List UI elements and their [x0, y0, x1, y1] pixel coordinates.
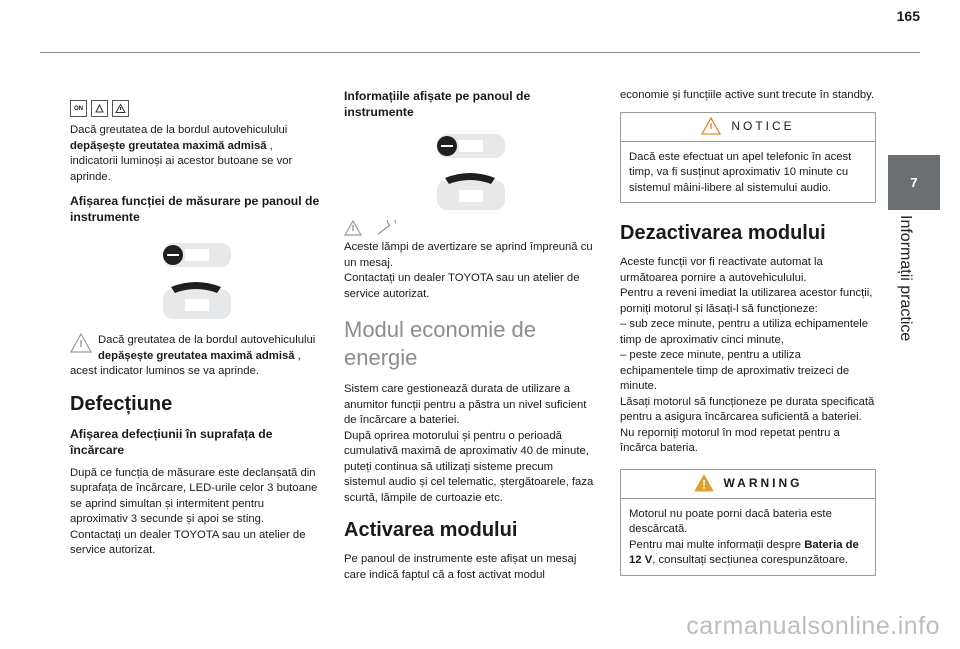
warning-text-2: Pentru mai multe informații despre Bateria de 12 V, consultați secțiunea corespunzătoare. — [629, 538, 859, 566]
watermark: carmanualsonline.info — [686, 612, 940, 640]
contact-dealer-paragraph: Contactați un dealer TOYOTA sau un atelier de service autorizat. — [344, 272, 580, 300]
chapter-tab[interactable]: 7 — [888, 155, 940, 210]
defect-paragraph: După ce funcția de măsurare este declanșată din suprafața de încărcare, LED-urile celor 3 butoane se aprind simultan și intermitent pentru aproximativ 3 secunde și apoi se sting. — [70, 466, 318, 525]
warning-triangle-icon — [694, 474, 714, 492]
deactivation-paragraph-2: Pentru a reveni imediat la utilizarea acestor funcții, porniți motorul și lăsați-l să funcționeze: — [620, 287, 873, 315]
contact-dealer-paragraph: Contactați un dealer TOYOTA sau un atelier de service autorizat. — [70, 528, 306, 556]
section-heading: Afișarea funcției de măsurare pe panoul de instrumente — [70, 194, 320, 224]
lamp-icon — [91, 100, 108, 117]
list-item: – peste zece minute, pentru a utiliza echipamentele timp de aproximativ treizeci de minute. — [620, 349, 850, 392]
column-3 — [620, 88, 876, 576]
warning-header — [621, 470, 875, 499]
warning-text: Motorul nu poate porni dacă bateria este descărcată. — [629, 507, 832, 535]
weight-paragraph: Dacă greutatea de la bordul autovehiculului depășește greutatea maximă admisă , indicatorii luminoși ai acestor butoane se vor aprinde. — [70, 124, 293, 183]
section-title-economy: Modul economie de energie — [344, 317, 537, 370]
dashboard-icon — [425, 130, 515, 216]
section-heading: Informațiile afișate pe panoul de instrumente — [344, 89, 531, 119]
warning-icon — [112, 100, 129, 117]
deactivation-paragraph-4: Nu reporniți motorul în mod repetat pentru a încărca bateria. — [620, 426, 840, 454]
dashboard-illustration — [344, 130, 596, 216]
economy-paragraph: Sistem care gestionează durata de utilizare a anumitor funcții pentru a păstra un nivel suficient de încărcare a bateriei. — [344, 383, 587, 426]
column-2 — [344, 88, 596, 591]
section-title-deactivation: Dezactivarea modului — [620, 222, 826, 244]
section-title-activation: Activarea modului — [344, 519, 518, 541]
dashboard-icon — [151, 239, 241, 325]
warning-lamp-paragraph: Dacă greutatea de la bordul autovehiculului depășește greutatea maximă admisă , acest indicator luminos se va aprinde. — [70, 334, 316, 377]
warning-box — [620, 469, 876, 576]
activation-paragraph: Pe panoul de instrumente este afișat un mesaj care indică faptul că a fost activat modul — [344, 553, 577, 581]
lamps-paragraph: Aceste lămpi de avertizare se aprind împreună cu un mesaj. — [344, 241, 593, 269]
subsection-heading: Afișarea defecțiunii în suprafața de încărcare — [70, 426, 273, 457]
button-icons — [70, 100, 322, 117]
section-title-defect: Defecțiune — [70, 392, 173, 415]
warning-triangle-icon — [344, 220, 362, 236]
lamp-icons-row — [344, 220, 596, 236]
notice-box — [620, 112, 876, 204]
wrench-icon — [376, 220, 398, 236]
dashboard-illustration — [70, 239, 322, 325]
deactivation-paragraph-3: Lăsați motorul să funcționeze pe durata specificată pentru a asigura încărcarea suficientă a bateriei. — [620, 395, 875, 423]
chapter-tab-label: Informații practice — [897, 215, 914, 342]
notice-header — [621, 113, 875, 142]
list-item: – sub zece minute, pentru a utiliza echipamentele timp de aproximativ cinci minute, — [620, 318, 869, 346]
notice-title: NOTICE — [731, 118, 795, 133]
notice-triangle-icon — [701, 117, 721, 135]
page-number: 165 — [896, 8, 920, 24]
standby-paragraph: economie și funcțiile active sunt trecute în standby. — [620, 89, 875, 101]
deactivation-paragraph: Aceste funcții vor fi reactivate automat la următoarea pornire a autovehiculului. — [620, 256, 823, 284]
notice-text: Dacă este efectuat un apel telefonic în acest timp, va fi susținut aproximativ 10 minute cu sistemul mâini-libere al sistemului audio. — [629, 150, 852, 194]
economy-paragraph-2: După oprirea motorului și pentru o perioadă cumulativă maximă de aproximativ 40 de minute, puteți continua să utilizați sisteme precum sistemul audio și cel telematic, ștergătoarele, faza scurtă, lămpile de curtoazie etc. — [344, 429, 594, 504]
column-1 — [70, 100, 322, 567]
on-button-icon: ON — [70, 100, 87, 117]
warning-title: WARNING — [723, 475, 803, 490]
warning-triangle-icon — [70, 333, 92, 353]
top-divider — [40, 52, 920, 53]
